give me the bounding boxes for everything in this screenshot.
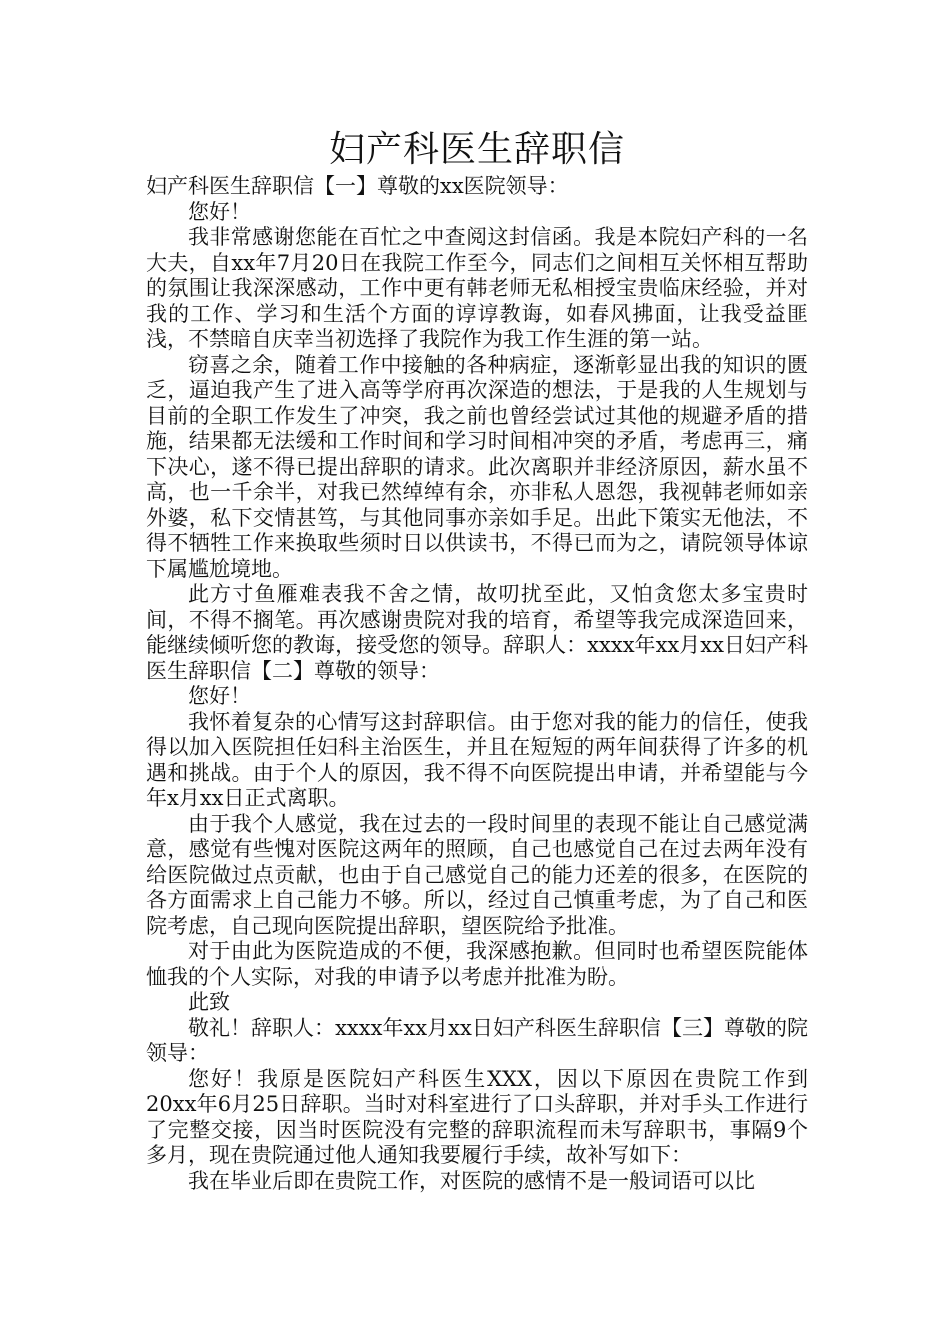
closing-salutation: 此致 — [188, 990, 230, 1014]
body-paragraph: 此方寸鱼雁难表我不舍之情，故叨扰至此，又怕贪您太多宝贵时间，不得不搁笔。再次感谢贵院对我的培育，希望等我完成深造回来，能继续倾听您的教诲，接受您的领导。辞职人：xxxx年xx月xx日妇产科医生辞职信【二】尊敬的领导： — [146, 582, 808, 683]
body-paragraph: 窃喜之余，随着工作中接触的各种病症，逐渐彰显出我的知识的匮乏，逼迫我产生了进入高等学府再次深造的想法，于是我的人生规划与目前的全职工作发生了冲突，我之前也曾经尝试过其他的规避矛盾的措施，结果都无法缓和工作时间和学习时间相冲突的矛盾，考虑再三，痛下决心，遂不得已提出辞职的请求。此次离职并非经济原因，薪水虽不高，也一千余半，对我已然绰绰有余，亦非私人恩怨，我视韩老师如亲外婆，私下交情甚笃，与其他同事亦亲如手足。出此下策实无他法，不得不牺牲工作来换取些须时日以供读书，不得已而为之，请院领导体谅下属尴尬境地。 — [146, 352, 808, 581]
body-paragraph: 我怀着复杂的心情写这封辞职信。由于您对我的能力的信任，使我得以加入医院担任妇科主治医生，并且在短短的两年间获得了许多的机遇和挑战。由于个人的原因，我不得不向医院提出申请，并希望能与今年x月xx日正式离职。 — [146, 709, 808, 810]
document-title: 妇产科医生辞职信 — [328, 129, 625, 170]
body-paragraph: 我在毕业后即在贵院工作，对医院的感情不是一般词语可以比 — [188, 1168, 755, 1193]
body-paragraph: 由于我个人感觉，我在过去的一段时间里的表现不能让自己感觉满意，感觉有些愧对医院这两年的照顾，自己也感觉自己在过去两年没有给医院做过点贡献，也由于自己感觉自己的能力还差的很多，在医院的各方面需求上自己能力不够。所以，经过自己慎重考虑，为了自己和医院考虑，自己现向医院提出辞职，望医院给予批准。 — [146, 811, 808, 938]
document-body — [146, 174, 808, 1194]
body-paragraph: 您好！我原是医院妇产科医生XXX，因以下原因在贵院工作到20xx年6月25日辞职。当时对科室进行了口头辞职，并对手头工作进行了完整交接，因当时医院没有完整的辞职流程而未写辞职书，事隔9个多月，现在贵院通过他人通知我要履行手续，故补写如下： — [146, 1066, 808, 1167]
body-paragraph: 敬礼！辞职人：xxxx年xx月xx日妇产科医生辞职信【三】尊敬的院领导： — [146, 1015, 808, 1065]
document-page — [146, 126, 808, 1326]
letter-one-heading: 妇产科医生辞职信【一】尊敬的xx医院领导： — [146, 174, 569, 198]
body-paragraph: 对于由此为医院造成的不便，我深感抱歉。但同时也希望医院能体恤我的个人实际，对我的申请予以考虑并批准为盼。 — [146, 939, 808, 989]
greeting: 您好！ — [188, 684, 251, 708]
greeting: 您好！ — [188, 199, 251, 224]
body-paragraph: 我非常感谢您能在百忙之中查阅这封信函。我是本院妇产科的一名大夫，自xx年7月20日在我院工作至今，同志们之间相互关怀相互帮助的氛围让我深深感动，工作中更有韩老师无私相授宝贵临床经验，并对我的工作、学习和生活个方面的谆谆教诲，如春风拂面，让我受益匪浅，不禁暗自庆幸当初选择了我院作为我工作生涯的第一站。 — [146, 225, 808, 351]
